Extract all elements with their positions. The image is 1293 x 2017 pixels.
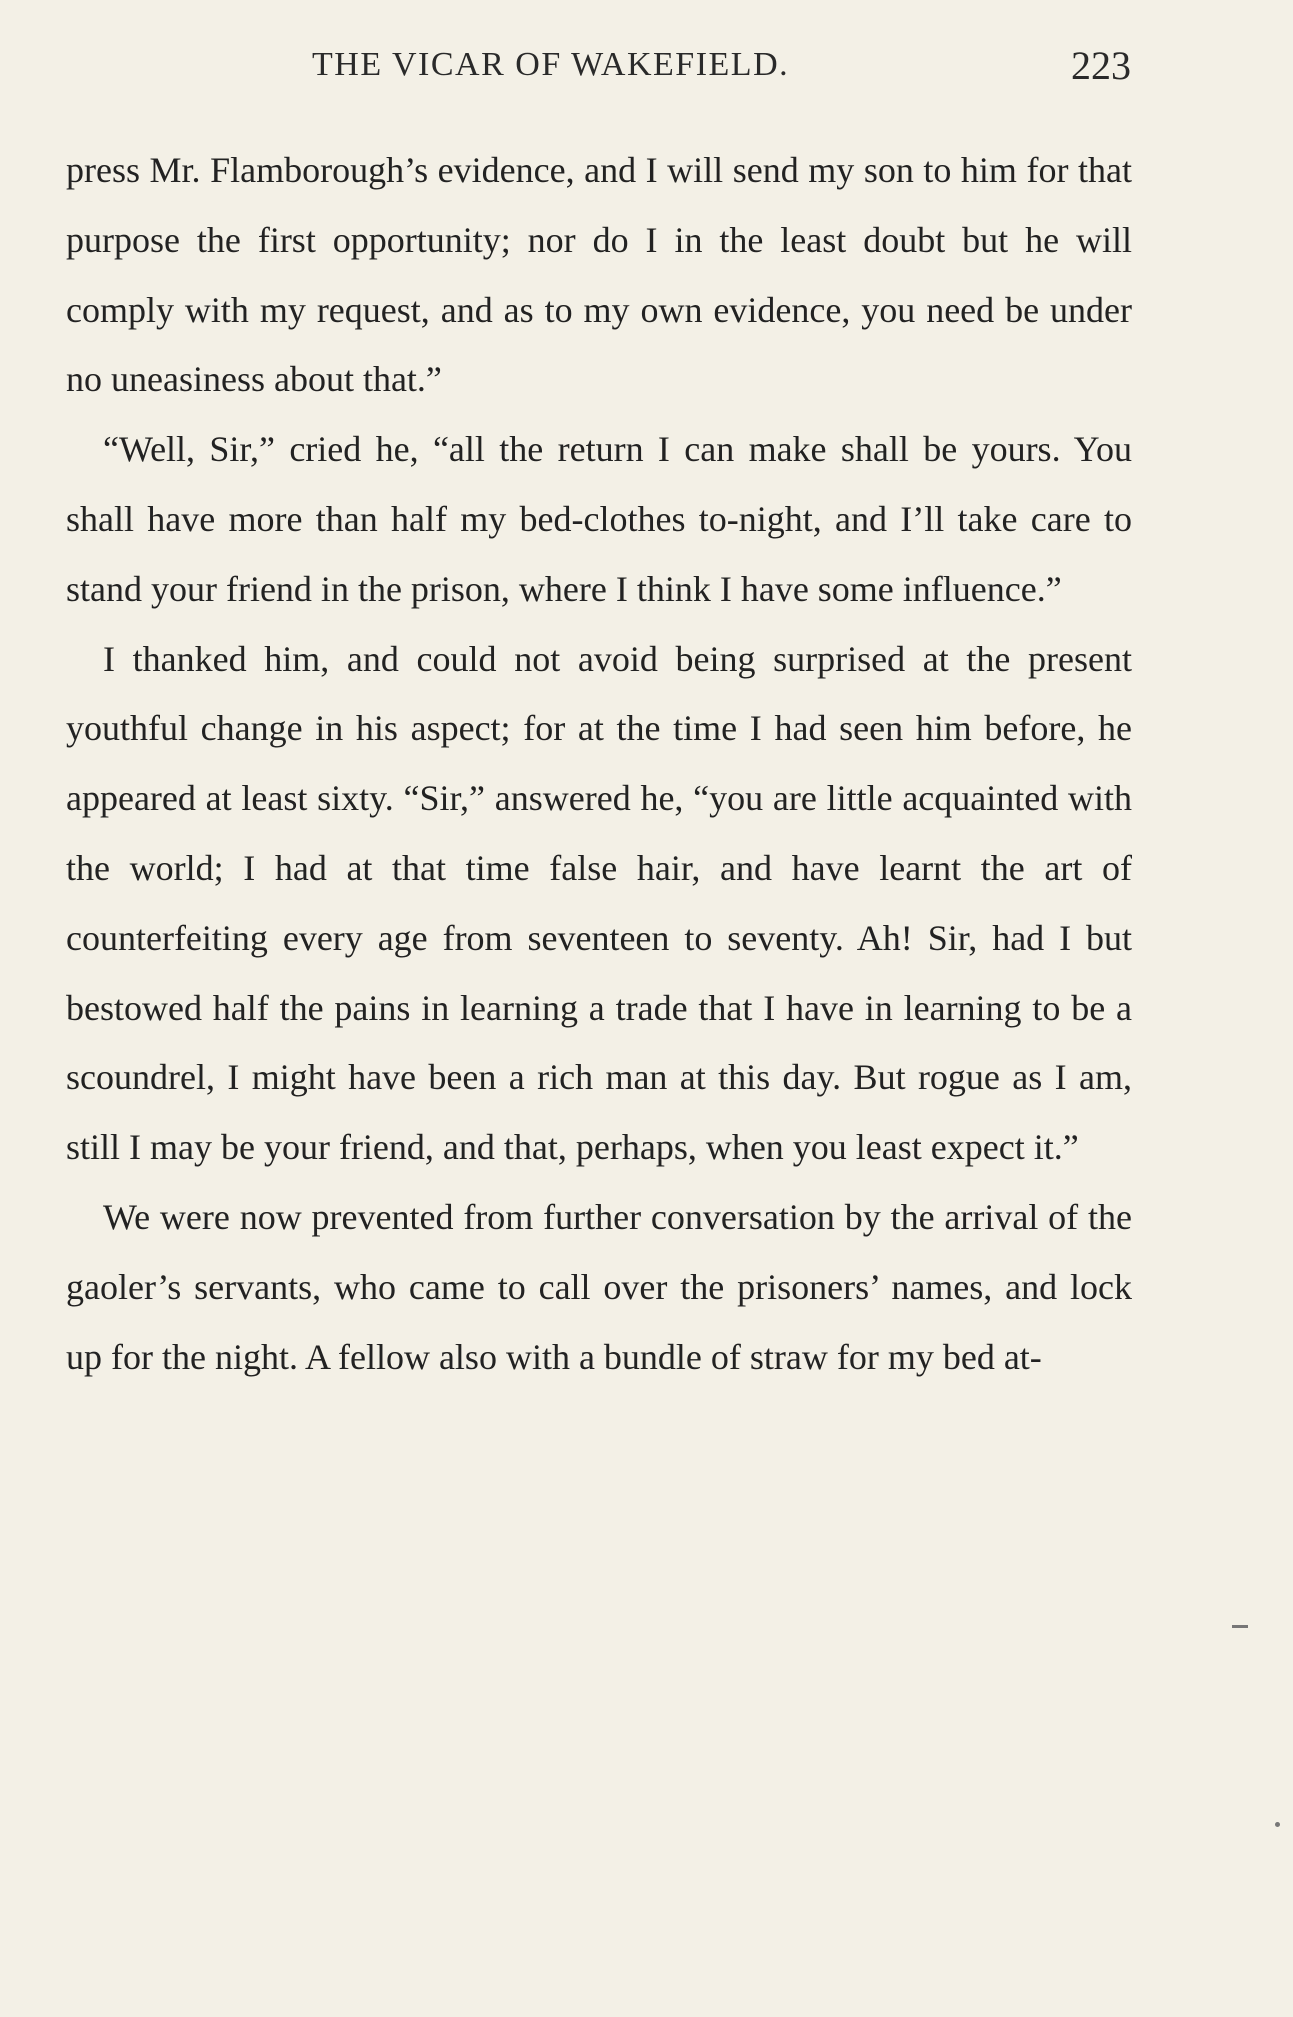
margin-dash-mark: [1232, 1625, 1248, 1628]
paragraph-1: press Mr. Flamborough’s evidence, and I will send my son to him for that purpose the first opportunity; nor do I in the least doubt but he will comply with my request, and as to my own evidence, you need be under no uneasiness about that.”: [66, 150, 1132, 400]
paragraph-3: I thanked him, and could not avoid being surprised at the present youthful change in his aspect; for at the time I had seen him before, he appeared at least sixty. “Sir,” answered he, “you are little acquainted with the world; I had at that time false hair, and have learnt the art of counterfeiting every age from seventeen to seventy. Ah! Sir, had I but bestowed half the pains in learning a trade that I have in learning to be a scoundrel, I might have been a rich man at this day. But rogue as I am, still I may be your friend, and that, perhaps, when you least expect it.”: [66, 638, 1132, 1168]
paragraph-4: We were now prevented from further conversation by the arrival of the gaoler’s servants, who came to call over the prisoners’ names, and lock up for the night. A fellow also with a bundle of straw for my bed at-: [66, 1196, 1132, 1377]
margin-dot-mark: [1275, 1822, 1280, 1827]
paragraph-2: “Well, Sir,” cried he, “all the return I can make shall be yours. You shall have more than half my bed-clothes to-night, and I’ll take care to stand your friend in the prison, where I think I have some influence.”: [66, 429, 1132, 609]
page-number: 223: [1071, 43, 1131, 88]
body-text: [66, 136, 1132, 1392]
running-head: [0, 43, 1293, 94]
running-title: THE VICAR OF WAKEFIELD.: [312, 46, 790, 83]
